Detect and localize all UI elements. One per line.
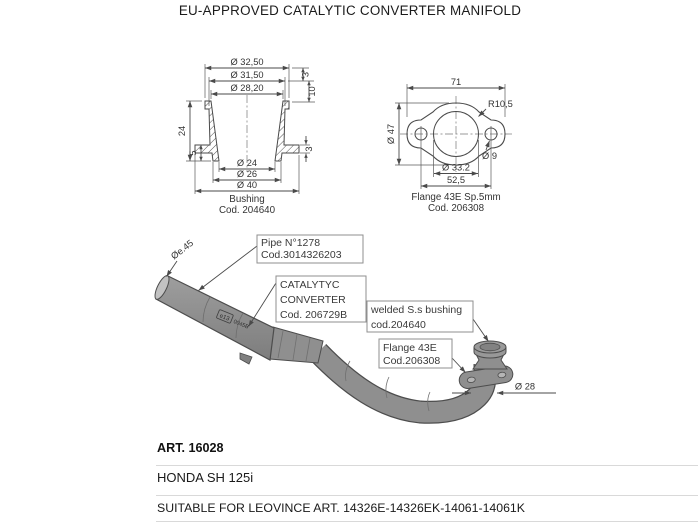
welded-label-line1: welded S.s bushing	[371, 304, 463, 316]
divider	[156, 465, 698, 466]
dim-3-top	[288, 68, 314, 81]
bushing-left-wall	[195, 101, 219, 161]
end-flange-label-box	[379, 339, 466, 373]
svg-text:Ø 47: Ø 47	[386, 123, 396, 145]
end-bushing-bore	[480, 343, 500, 351]
catalytic-converter-body	[156, 276, 274, 360]
svg-text:Ø 9: Ø 9	[482, 151, 497, 161]
flange-face-view	[386, 77, 513, 214]
flange-caption-1: Flange 43E Sp.5mm	[411, 192, 501, 203]
svg-text:Ø 40: Ø 40	[236, 180, 258, 190]
svg-text:3: 3	[304, 146, 314, 152]
bushing-section-view	[177, 57, 317, 216]
flange-label-line1: Flange 43E	[383, 342, 437, 354]
suitable-for-note: SUITABLE FOR LEOVINCE ART. 14326E-14326EK-14061-14061K	[157, 501, 525, 515]
cat-label-box	[249, 276, 367, 327]
svg-text:Øe.45: Øe.45	[169, 237, 196, 262]
svg-text:Ø 33.2: Ø 33.2	[442, 162, 470, 173]
cat-label-line3: Cod. 206729B	[280, 309, 348, 321]
pipe-bracket-tab	[240, 353, 252, 364]
welded-label-line2: cod.204640	[371, 319, 426, 331]
svg-text:52,5: 52,5	[446, 175, 466, 185]
stamp-code: 0045B	[232, 319, 250, 331]
dim-dia-9	[482, 141, 497, 161]
svg-text:24: 24	[177, 125, 187, 137]
cat-label-line1: CATALYTYC	[280, 279, 340, 291]
pipe-label-line1: Pipe N°1278	[261, 237, 321, 249]
divider	[156, 521, 698, 522]
cat-label-line2: CONVERTER	[280, 294, 346, 306]
dim-tip-dia	[167, 238, 196, 277]
dim-3-bottom	[300, 136, 314, 162]
svg-text:Ø 26: Ø 26	[236, 169, 258, 179]
stamp-e13: e13	[218, 313, 231, 323]
bushing-caption-1: Bushing	[229, 194, 265, 205]
svg-text:Ø 32,50: Ø 32,50	[230, 57, 264, 67]
page-title: EU-APPROVED CATALYTIC CONVERTER MANIFOLD	[178, 3, 522, 18]
svg-text:5: 5	[188, 150, 198, 156]
svg-text:71: 71	[450, 77, 462, 87]
svg-text:R10,5: R10,5	[488, 99, 513, 109]
vehicle-model: HONDA SH 125i	[157, 470, 254, 485]
svg-text:Ø 31,50: Ø 31,50	[230, 70, 264, 80]
manifold-assembly-view	[152, 235, 556, 412]
article-number: ART. 16028	[157, 441, 224, 455]
svg-text:10: 10	[307, 86, 317, 97]
svg-text:Ø 28,20: Ø 28,20	[230, 83, 264, 93]
welded-bushing-label-box	[367, 301, 489, 342]
divider	[156, 495, 698, 496]
svg-text:3: 3	[300, 71, 311, 78]
bushing-caption-2: Cod. 204640	[218, 205, 276, 216]
dim-r105	[479, 99, 513, 117]
svg-text:Ø 28: Ø 28	[514, 381, 536, 392]
flange-caption-2: Cod. 206308	[427, 203, 485, 214]
dim-10	[292, 81, 317, 102]
flange-label-line2: Cod.206308	[383, 355, 441, 367]
svg-text:Ø 24: Ø 24	[236, 158, 258, 168]
pipe-label-line2: Cod.3014326203	[261, 249, 342, 261]
bushing-right-wall	[275, 101, 299, 161]
